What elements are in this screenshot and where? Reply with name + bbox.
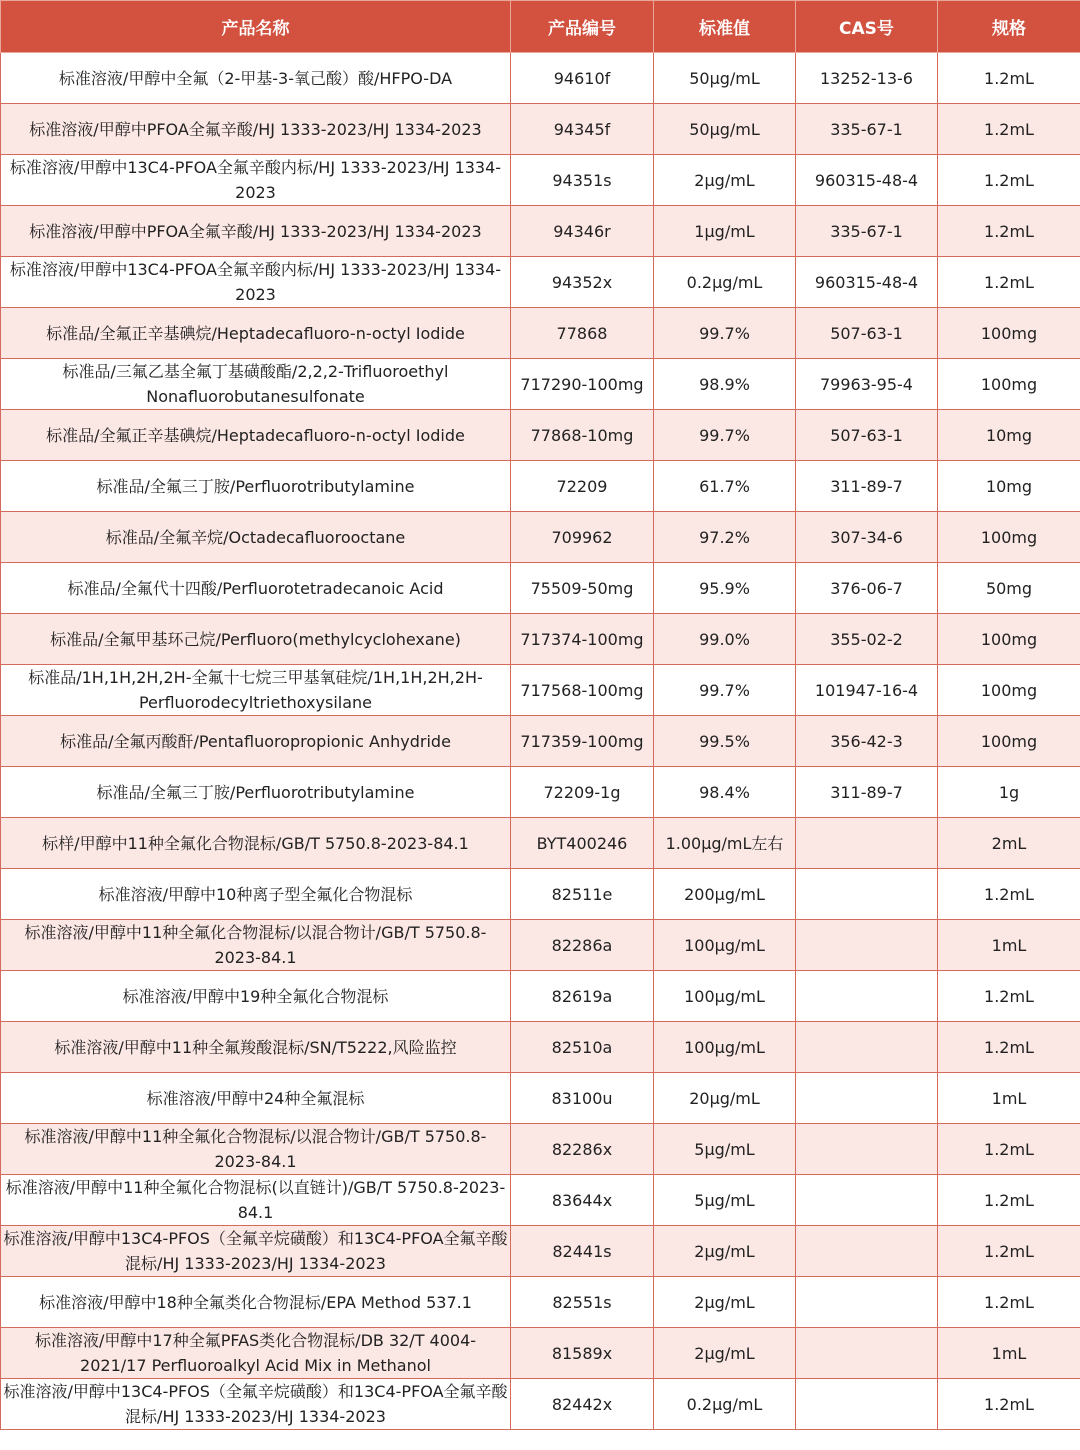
cell-cas-number [796,1073,938,1124]
table-row [1,461,1080,512]
cell-specification: 1mL [938,920,1080,971]
cell-product-code: 94610f [511,53,654,104]
table-row [1,971,1080,1022]
cell-standard-value: 98.9% [654,359,796,410]
cell-product-name: 标准溶液/甲醇中13C4-PFOS（全氟辛烷磺酸）和13C4-PFOA全氟辛酸混标/HJ 1333-2023/HJ 1334-2023 [1,1379,511,1430]
cell-product-name: 标准品/全氟三丁胺/Perfluorotributylamine [1,767,511,818]
cell-cas-number: 355-02-2 [796,614,938,665]
cell-specification: 100mg [938,716,1080,767]
cell-product-code: 83644x [511,1175,654,1226]
cell-cas-number [796,1328,938,1379]
cell-specification: 100mg [938,614,1080,665]
cell-product-code: 72209 [511,461,654,512]
cell-standard-value: 97.2% [654,512,796,563]
cell-cas-number [796,818,938,869]
cell-product-name: 标样/甲醇中11种全氟化合物混标/GB/T 5750.8-2023-84.1 [1,818,511,869]
cell-product-name: 标准品/全氟正辛基碘烷/Heptadecafluoro-n-octyl Iodide [1,410,511,461]
table-row [1,1073,1080,1124]
cell-product-name: 标准溶液/甲醇中19种全氟化合物混标 [1,971,511,1022]
cell-product-code: 82286a [511,920,654,971]
cell-standard-value: 50μg/mL [654,104,796,155]
table-row [1,257,1080,308]
header-product-code: 产品编号 [511,1,654,53]
cell-product-name: 标准溶液/甲醇中13C4-PFOS（全氟辛烷磺酸）和13C4-PFOA全氟辛酸混标/HJ 1333-2023/HJ 1334-2023 [1,1226,511,1277]
cell-cas-number: 960315-48-4 [796,155,938,206]
cell-product-code: 82511e [511,869,654,920]
cell-specification: 1.2mL [938,869,1080,920]
cell-cas-number [796,1175,938,1226]
cell-standard-value: 0.2μg/mL [654,1379,796,1430]
cell-product-code: 717359-100mg [511,716,654,767]
table-row [1,53,1080,104]
header-cas-number: CAS号 [796,1,938,53]
cell-specification: 50mg [938,563,1080,614]
cell-product-name: 标准品/全氟丙酸酐/Pentafluoropropionic Anhydride [1,716,511,767]
cell-standard-value: 100μg/mL [654,1022,796,1073]
cell-product-name: 标准品/三氟乙基全氟丁基磺酸酯/2,2,2-Trifluoroethyl Nonafluorobutanesulfonate [1,359,511,410]
cell-product-code: 81589x [511,1328,654,1379]
cell-specification: 1.2mL [938,53,1080,104]
cell-standard-value: 1.00μg/mL左右 [654,818,796,869]
cell-cas-number [796,1124,938,1175]
table-row [1,155,1080,206]
cell-specification: 1mL [938,1073,1080,1124]
cell-cas-number: 13252-13-6 [796,53,938,104]
table-row [1,1124,1080,1175]
cell-product-name: 标准溶液/甲醇中11种全氟化合物混标/以混合物计/GB/T 5750.8-2023-84.1 [1,1124,511,1175]
cell-product-name: 标准溶液/甲醇中10种离子型全氟化合物混标 [1,869,511,920]
table-row [1,308,1080,359]
cell-product-code: 75509-50mg [511,563,654,614]
cell-cas-number: 335-67-1 [796,104,938,155]
cell-cas-number: 356-42-3 [796,716,938,767]
cell-cas-number: 376-06-7 [796,563,938,614]
cell-product-name: 标准品/全氟代十四酸/Perfluorotetradecanoic Acid [1,563,511,614]
cell-product-code: 94345f [511,104,654,155]
table-row [1,1175,1080,1226]
header-row [1,1,1080,53]
header-specification: 规格 [938,1,1080,53]
cell-product-name: 标准溶液/甲醇中17种全氟PFAS类化合物混标/DB 32/T 4004-2021/17 Perfluoroalkyl Acid Mix in Methanol [1,1328,511,1379]
cell-standard-value: 200μg/mL [654,869,796,920]
table-row [1,869,1080,920]
cell-product-name: 标准品/全氟甲基环己烷/Perfluoro(methylcyclohexane) [1,614,511,665]
cell-cas-number: 311-89-7 [796,767,938,818]
table-row [1,767,1080,818]
cell-product-code: 82441s [511,1226,654,1277]
table-row [1,104,1080,155]
cell-product-name: 标准溶液/甲醇中11种全氟化合物混标/以混合物计/GB/T 5750.8-2023-84.1 [1,920,511,971]
cell-product-name: 标准溶液/甲醇中11种全氟化合物混标(以直链计)/GB/T 5750.8-2023-84.1 [1,1175,511,1226]
cell-standard-value: 1μg/mL [654,206,796,257]
cell-specification: 1.2mL [938,1379,1080,1430]
cell-product-code: 72209-1g [511,767,654,818]
cell-specification: 100mg [938,665,1080,716]
cell-product-name: 标准溶液/甲醇中24种全氟混标 [1,1073,511,1124]
cell-specification: 1g [938,767,1080,818]
cell-cas-number: 507-63-1 [796,410,938,461]
cell-specification: 1.2mL [938,1022,1080,1073]
cell-specification: 1.2mL [938,104,1080,155]
cell-product-name: 标准溶液/甲醇中PFOA全氟辛酸/HJ 1333-2023/HJ 1334-2023 [1,104,511,155]
cell-product-code: BYT400246 [511,818,654,869]
header-standard-value: 标准值 [654,1,796,53]
table-row [1,512,1080,563]
table-row [1,410,1080,461]
header-product-name: 产品名称 [1,1,511,53]
cell-product-name: 标准溶液/甲醇中11种全氟羧酸混标/SN/T5222,风险监控 [1,1022,511,1073]
cell-specification: 1mL [938,1328,1080,1379]
cell-cas-number [796,920,938,971]
cell-product-name: 标准品/全氟三丁胺/Perfluorotributylamine [1,461,511,512]
cell-product-code: 82442x [511,1379,654,1430]
table-row [1,716,1080,767]
cell-specification: 10mg [938,461,1080,512]
cell-standard-value: 2μg/mL [654,155,796,206]
cell-product-name: 标准品/全氟正辛基碘烷/Heptadecafluoro-n-octyl Iodide [1,308,511,359]
cell-specification: 1.2mL [938,1175,1080,1226]
table-row [1,1328,1080,1379]
cell-standard-value: 99.0% [654,614,796,665]
cell-product-code: 82551s [511,1277,654,1328]
cell-standard-value: 2μg/mL [654,1328,796,1379]
table-row [1,818,1080,869]
cell-standard-value: 98.4% [654,767,796,818]
table-row [1,359,1080,410]
cell-cas-number [796,971,938,1022]
cell-specification: 1.2mL [938,971,1080,1022]
cell-product-code: 82619a [511,971,654,1022]
table-row [1,1277,1080,1328]
table-row [1,206,1080,257]
cell-product-name: 标准溶液/甲醇中全氟（2-甲基-3-氧己酸）酸/HFPO-DA [1,53,511,104]
cell-product-code: 82286x [511,1124,654,1175]
cell-specification: 1.2mL [938,1226,1080,1277]
cell-product-code: 77868-10mg [511,410,654,461]
cell-standard-value: 95.9% [654,563,796,614]
table-row [1,614,1080,665]
cell-cas-number: 960315-48-4 [796,257,938,308]
cell-specification: 2mL [938,818,1080,869]
cell-product-name: 标准溶液/甲醇中18种全氟类化合物混标/EPA Method 537.1 [1,1277,511,1328]
cell-cas-number [796,1226,938,1277]
cell-standard-value: 99.7% [654,665,796,716]
cell-cas-number: 335-67-1 [796,206,938,257]
cell-cas-number: 311-89-7 [796,461,938,512]
cell-product-code: 717568-100mg [511,665,654,716]
cell-specification: 1.2mL [938,206,1080,257]
cell-specification: 1.2mL [938,1277,1080,1328]
cell-cas-number: 79963-95-4 [796,359,938,410]
cell-product-name: 标准溶液/甲醇中PFOA全氟辛酸/HJ 1333-2023/HJ 1334-2023 [1,206,511,257]
cell-cas-number: 507-63-1 [796,308,938,359]
cell-product-code: 94346r [511,206,654,257]
cell-product-name: 标准品/1H,1H,2H,2H-全氟十七烷三甲基氧硅烷/1H,1H,2H,2H-Perfluorodecyltriethoxysilane [1,665,511,716]
cell-cas-number: 101947-16-4 [796,665,938,716]
cell-product-name: 标准溶液/甲醇中13C4-PFOA全氟辛酸内标/HJ 1333-2023/HJ 1334-2023 [1,257,511,308]
cell-specification: 1.2mL [938,155,1080,206]
cell-cas-number [796,1022,938,1073]
cell-standard-value: 20μg/mL [654,1073,796,1124]
table-row [1,920,1080,971]
cell-standard-value: 100μg/mL [654,971,796,1022]
cell-standard-value: 99.5% [654,716,796,767]
cell-specification: 1.2mL [938,1124,1080,1175]
cell-product-code: 94352x [511,257,654,308]
cell-standard-value: 0.2μg/mL [654,257,796,308]
cell-product-code: 709962 [511,512,654,563]
cell-specification: 1.2mL [938,257,1080,308]
cell-product-name: 标准品/全氟辛烷/Octadecafluorooctane [1,512,511,563]
cell-standard-value: 50μg/mL [654,53,796,104]
cell-specification: 10mg [938,410,1080,461]
cell-standard-value: 100μg/mL [654,920,796,971]
cell-product-code: 717290-100mg [511,359,654,410]
cell-product-code: 82510a [511,1022,654,1073]
table-row [1,1379,1080,1430]
cell-specification: 100mg [938,308,1080,359]
table-row [1,1226,1080,1277]
table-row [1,1022,1080,1073]
cell-cas-number [796,1277,938,1328]
cell-cas-number [796,869,938,920]
cell-product-code: 83100u [511,1073,654,1124]
cell-specification: 100mg [938,512,1080,563]
cell-standard-value: 61.7% [654,461,796,512]
cell-product-code: 77868 [511,308,654,359]
table-row [1,665,1080,716]
cell-standard-value: 2μg/mL [654,1226,796,1277]
cell-cas-number [796,1379,938,1430]
cell-cas-number: 307-34-6 [796,512,938,563]
cell-product-code: 94351s [511,155,654,206]
cell-standard-value: 5μg/mL [654,1175,796,1226]
cell-standard-value: 99.7% [654,308,796,359]
cell-specification: 100mg [938,359,1080,410]
cell-standard-value: 2μg/mL [654,1277,796,1328]
cell-product-code: 717374-100mg [511,614,654,665]
cell-product-name: 标准溶液/甲醇中13C4-PFOA全氟辛酸内标/HJ 1333-2023/HJ 1334-2023 [1,155,511,206]
cell-standard-value: 5μg/mL [654,1124,796,1175]
table-row [1,563,1080,614]
cell-standard-value: 99.7% [654,410,796,461]
